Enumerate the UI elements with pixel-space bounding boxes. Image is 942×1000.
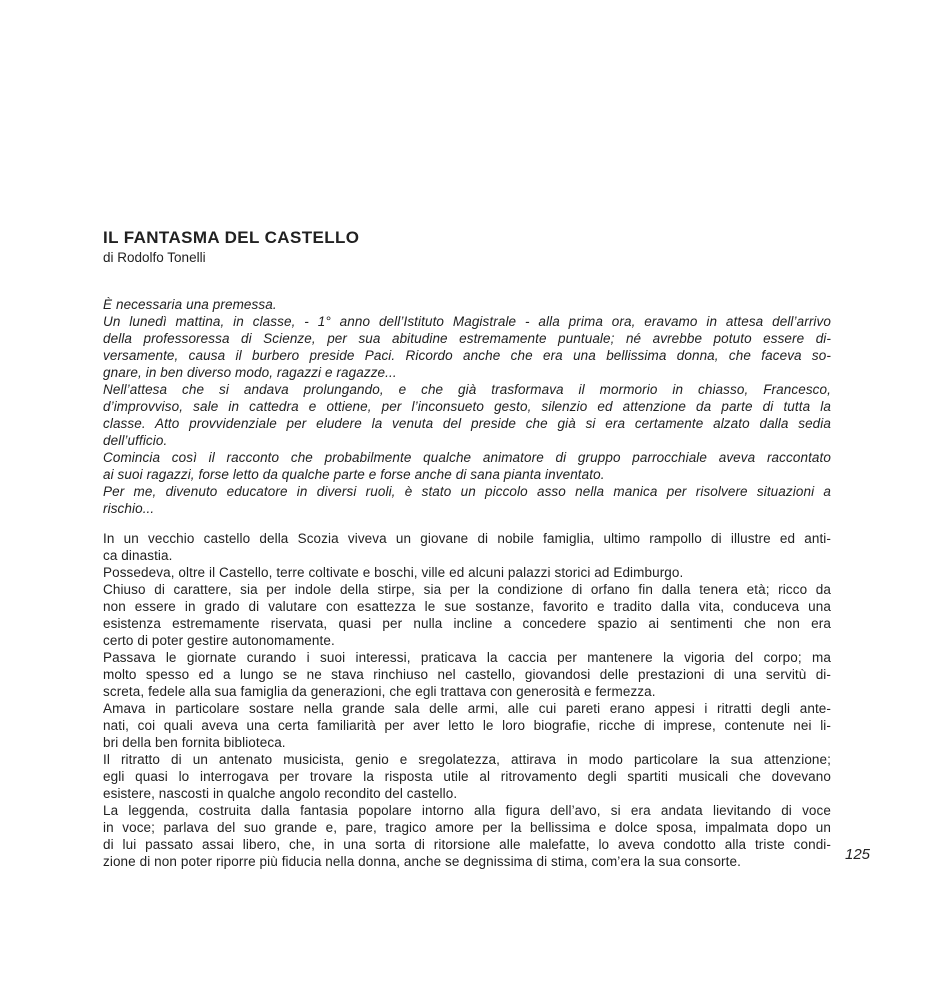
text-line: versamente, causa il burbero preside Paci. Ricordo anche che era una bellissima donna, che faceva so- [103, 348, 831, 363]
text-line: classe. Atto provvidenziale per eludere la venuta del preside che già si era certamente alzato dalla sedia [103, 416, 831, 431]
paragraph [103, 381, 831, 449]
paragraph [103, 530, 831, 564]
page-title: IL FANTASMA DEL CASTELLO [103, 228, 360, 247]
paragraph [103, 313, 831, 381]
text-line: esistere, nascosti in qualche angolo recondito del castello. [103, 786, 458, 801]
text-line: Passava le giornate curando i suoi interessi, praticava la caccia per mantenere la vigoria del corpo; ma [103, 650, 831, 665]
text-line: In un vecchio castello della Scozia viveva un giovane di nobile famiglia, ultimo rampollo di illustre ed anti- [103, 531, 831, 546]
text-line: egli quasi lo interrogava per trovare la risposta utile al ritrovamento degli spartiti musicali che dovevano [103, 769, 831, 784]
story-section [103, 530, 831, 870]
text-line: ca dinastia. [103, 548, 173, 563]
paragraph [103, 649, 831, 700]
text-line: nati, coi quali aveva una certa familiarità per aver letto le loro biografie, ricche di imprese, contenute nei li- [103, 718, 831, 733]
text-line: Un lunedì mattina, in classe, - 1° anno dell’Istituto Magistrale - alla prima ora, eravamo in attesa dell’arrivo [103, 314, 831, 329]
text-line: Possedeva, oltre il Castello, terre coltivate e boschi, ville ed alcuni palazzi storici ad Edimburgo. [103, 565, 684, 580]
paragraph [103, 802, 831, 870]
text-line: dell’ufficio. [103, 433, 168, 448]
paragraph [103, 483, 831, 517]
text-line: d’improvviso, sale in cattedra e ottiene, per l’inconsueto gesto, silenzio ed attenzione da parte di tutta la [103, 399, 831, 414]
paragraph [103, 751, 831, 802]
text-line: zione di non poter riporre più fiducia nella donna, anche se degnissima di stima, com’era la sua consorte. [103, 854, 741, 869]
text-line: molto spesso ed a lungo se ne stava rinchiuso nel castello, giovandosi delle prestazioni di una servitù di- [103, 667, 831, 682]
text-line: Il ritratto di un antenato musicista, genio e sregolatezza, attirava in modo particolare la sua attenzione; [103, 752, 831, 767]
text-line: È necessaria una premessa. [103, 297, 277, 312]
paragraph [103, 296, 831, 313]
text-line: Comincia così il racconto che probabilmente qualche animatore di gruppo parrocchiale aveva raccontato [103, 450, 831, 465]
text-line: in voce; parlava del suo grande e, pare, tragico amore per la bellissima e dolce sposa, impalmata dopo un [103, 820, 831, 835]
text-line: Amava in particolare sostare nella grande sala delle armi, alle cui pareti erano appesi i ritratti degli ante- [103, 701, 831, 716]
paragraph [103, 700, 831, 751]
page-number: 125 [845, 846, 871, 863]
text-line: bri della ben fornita biblioteca. [103, 735, 286, 750]
text-line: non essere in grado di valutare con esattezza le sue sostanze, favorito e tradito dalla vita, conduceva una [103, 599, 831, 614]
text-line: rischio... [103, 501, 155, 516]
text-line: Per me, divenuto educatore in diversi ruoli, è stato un piccolo asso nella manica per risolvere situazioni a [103, 484, 831, 499]
byline: di Rodolfo Tonelli [103, 250, 206, 265]
text-block [103, 229, 831, 870]
text-line: screta, fedele alla sua famiglia da generazioni, che egli trattava con generosità e fermezza. [103, 684, 656, 699]
text-line: gnare, in ben diverso modo, ragazzi e ragazze... [103, 365, 397, 380]
text-line: certo di poter gestire autonomamente. [103, 633, 335, 648]
premise-section [103, 296, 831, 517]
paragraph [103, 449, 831, 483]
text-line: di lui passato assai libero, che, in una sorta di ritorsione alle malefatte, lo aveva condotto alla triste condi- [103, 837, 831, 852]
text-line: La leggenda, costruita dalla fantasia popolare intorno alla figura dell’avo, si era andata lievitando di voce [103, 803, 831, 818]
text-line: esistenza estremamente riservata, quasi per nulla incline a concedere spazio ai sentimenti che non era [103, 616, 831, 631]
paragraph [103, 581, 831, 649]
text-line: della professoressa di Scienze, per sua abitudine estremamente puntuale; né avrebbe potuto essere di- [103, 331, 831, 346]
text-line: Chiuso di carattere, sia per indole della stirpe, sia per la condizione di orfano fin dalla tenera età; ricco da [103, 582, 831, 597]
text-line: Nell’attesa che si andava prolungando, e che già trasformava il mormorio in chiasso, Francesco, [103, 382, 831, 397]
text-line: ai suoi ragazzi, forse letto da qualche parte e forse anche di sana pianta inventato. [103, 467, 605, 482]
paragraph [103, 564, 831, 581]
